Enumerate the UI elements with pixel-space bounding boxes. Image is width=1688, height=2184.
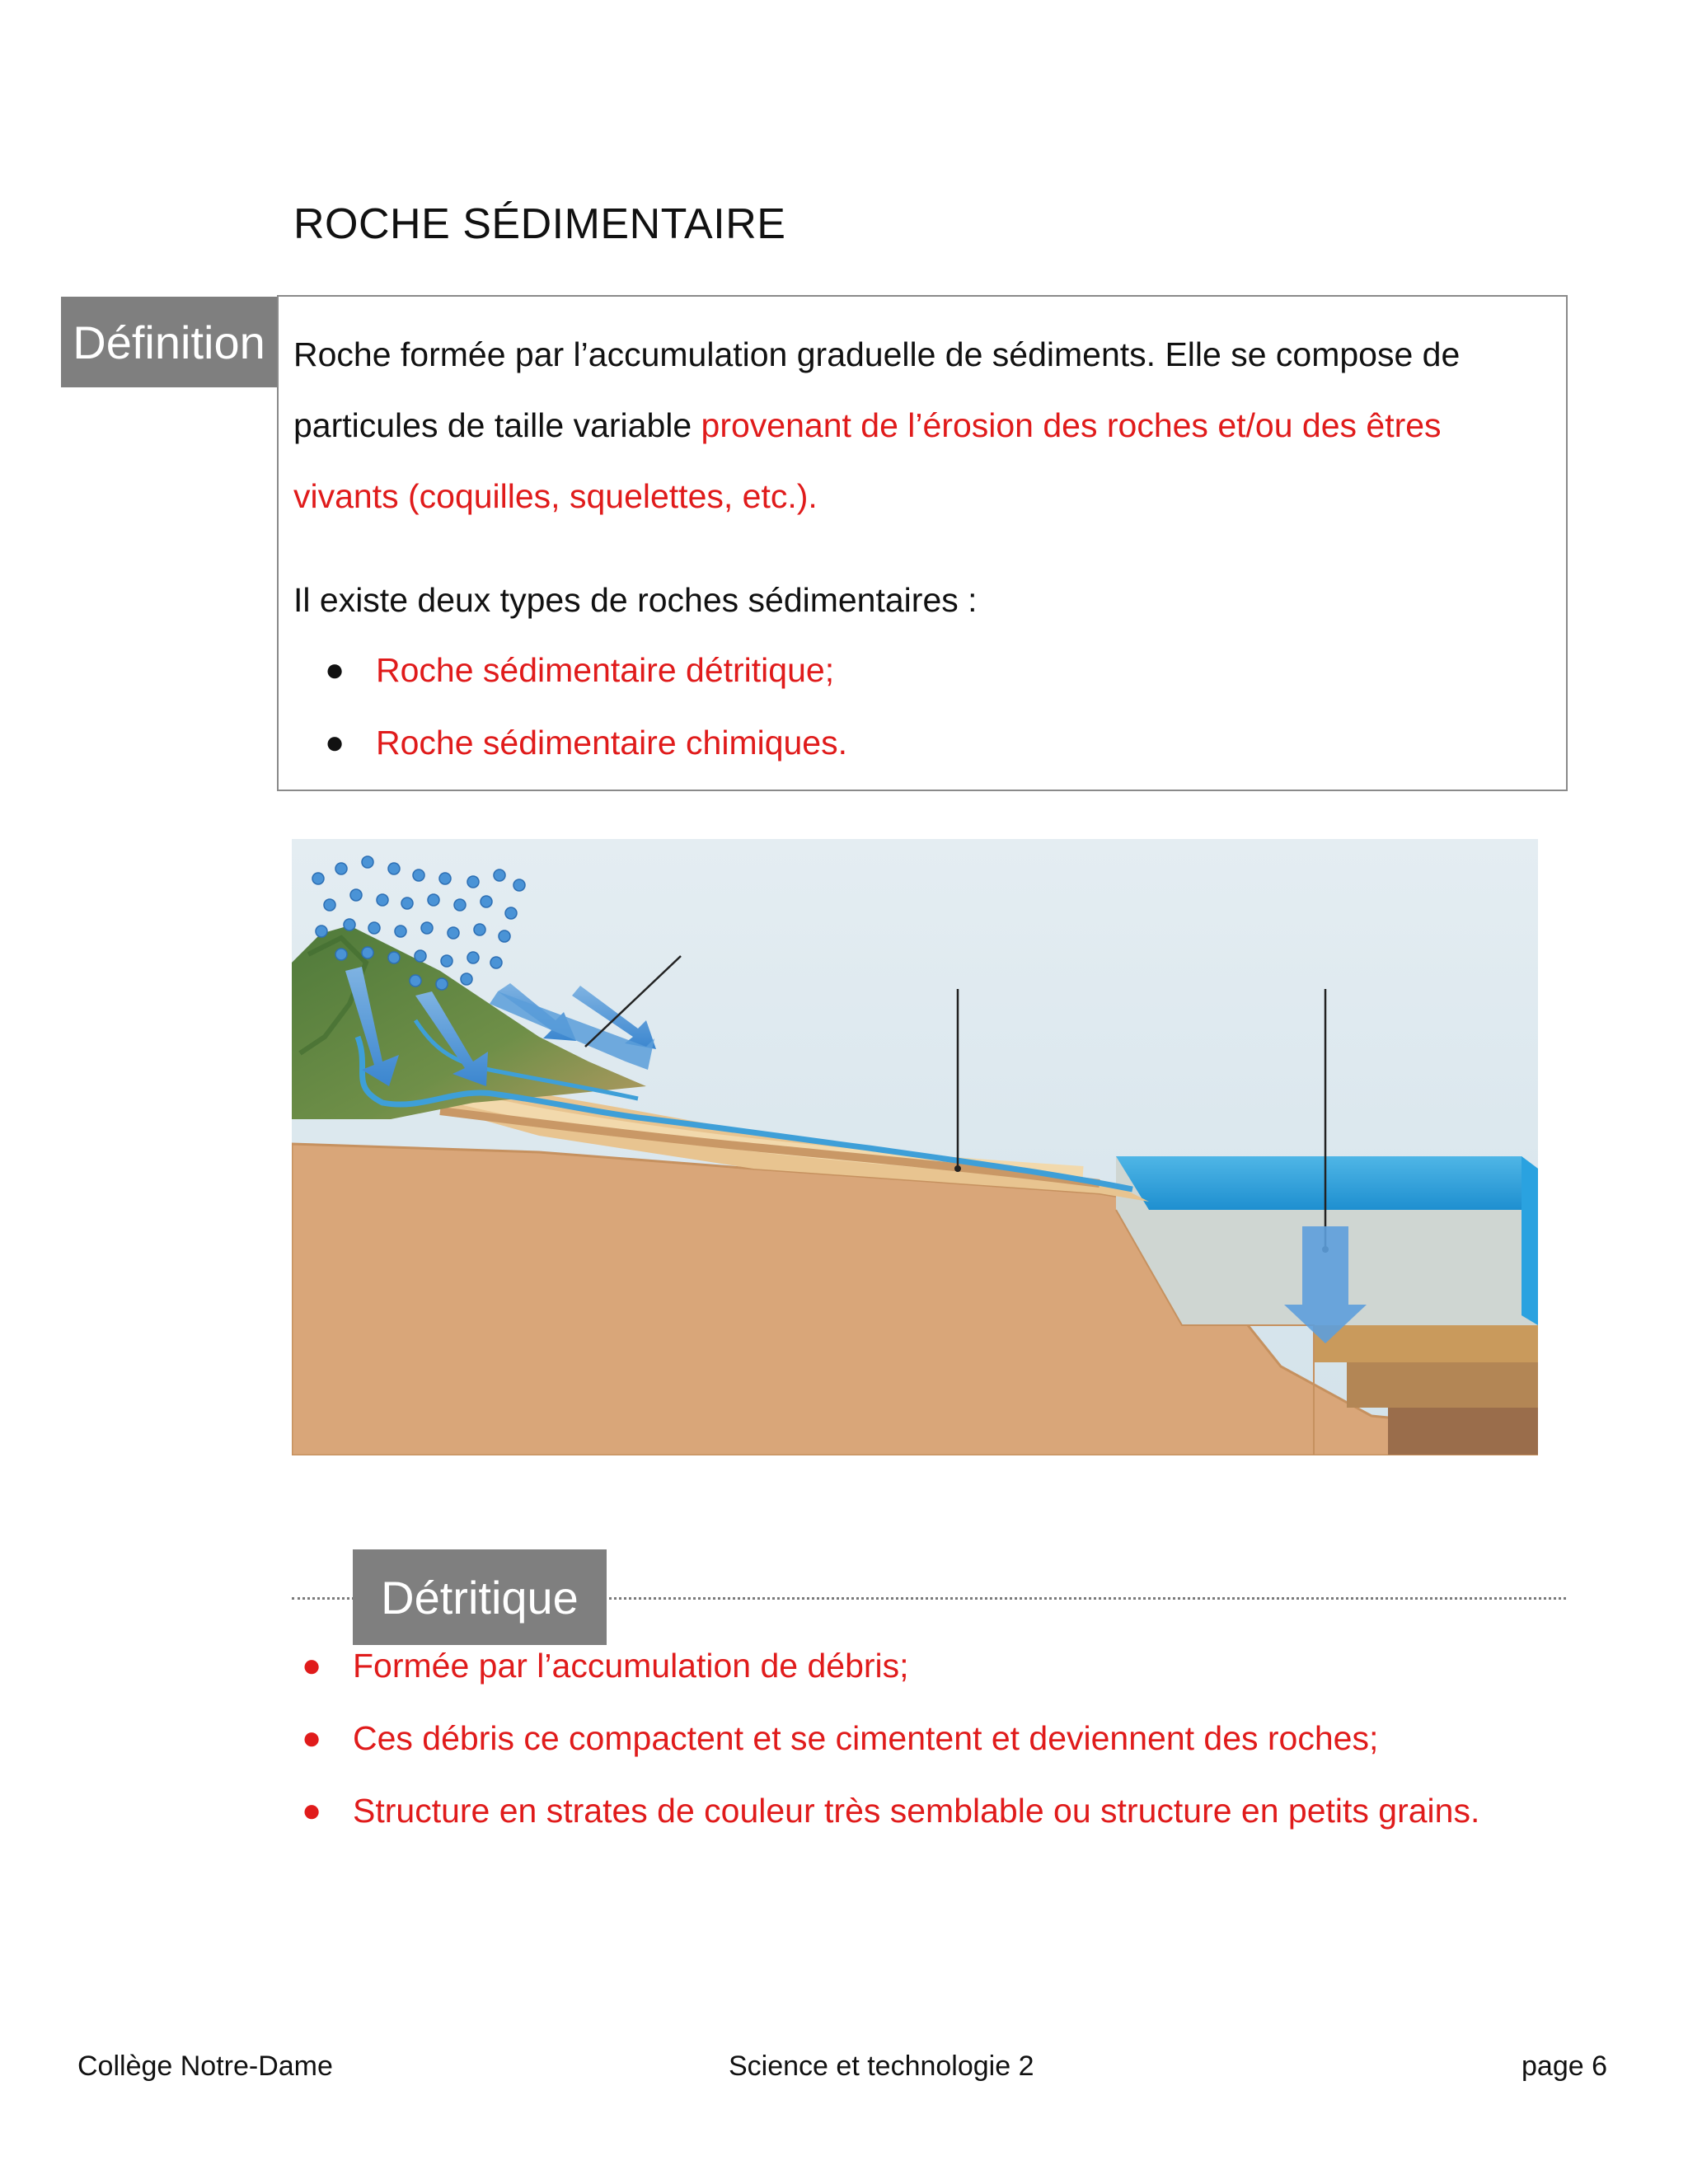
type-item (325, 651, 834, 690)
bullet-icon: ● (325, 652, 345, 688)
footer-course: Science et technologie 2 (729, 2050, 1034, 2082)
bullet-icon: ● (302, 1793, 322, 1829)
sediment-layer-3 (1388, 1408, 1538, 1455)
bullet-icon: ● (325, 724, 345, 761)
sea-surface (1116, 1156, 1538, 1210)
bullet-icon: ● (302, 1720, 322, 1756)
footer-school: Collège Notre-Dame (77, 2050, 333, 2082)
definition-line-2 (293, 404, 1442, 447)
type-label: Roche sédimentaire chimiques. (376, 724, 847, 762)
sediment-layer-1 (1314, 1325, 1538, 1362)
detritique-item-text: Structure en strates de couleur très semblable ou structure en petits grains. (353, 1792, 1480, 1830)
definition-line-1: Roche formée par l’accumulation graduelle de sédiments. Elle se compose de (293, 335, 1461, 373)
detritique-item (302, 1647, 909, 1685)
definition-line-3: vivants (coquilles, squelettes, etc.). (293, 477, 818, 515)
page-title: ROCHE SÉDIMENTAIRE (293, 200, 786, 248)
detritique-item (302, 1719, 1378, 1758)
footer-page-number: page 6 (1522, 2050, 1607, 2082)
type-label: Roche sédimentaire détritique; (376, 651, 835, 689)
sedimentation-illustration (292, 839, 1538, 1455)
sediment-layer-2 (1347, 1362, 1538, 1408)
definition-line-2-black: particules de taille variable (293, 406, 701, 444)
type-item (325, 724, 847, 762)
definition-tab: Définition (61, 297, 277, 387)
detritique-item-text: Formée par l’accumulation de débris; (353, 1647, 909, 1685)
definition-line-2-red: provenant de l’érosion des roches et/ou des êtres (701, 406, 1442, 444)
bullet-icon: ● (302, 1647, 322, 1684)
definition-intro: Il existe deux types de roches sédimentaires : (293, 581, 978, 619)
detritique-item-text: Ces débris ce compactent et se cimentent et deviennent des roches; (353, 1719, 1379, 1757)
detritique-item (302, 1792, 1479, 1830)
detritique-tab: Détritique (353, 1549, 607, 1645)
